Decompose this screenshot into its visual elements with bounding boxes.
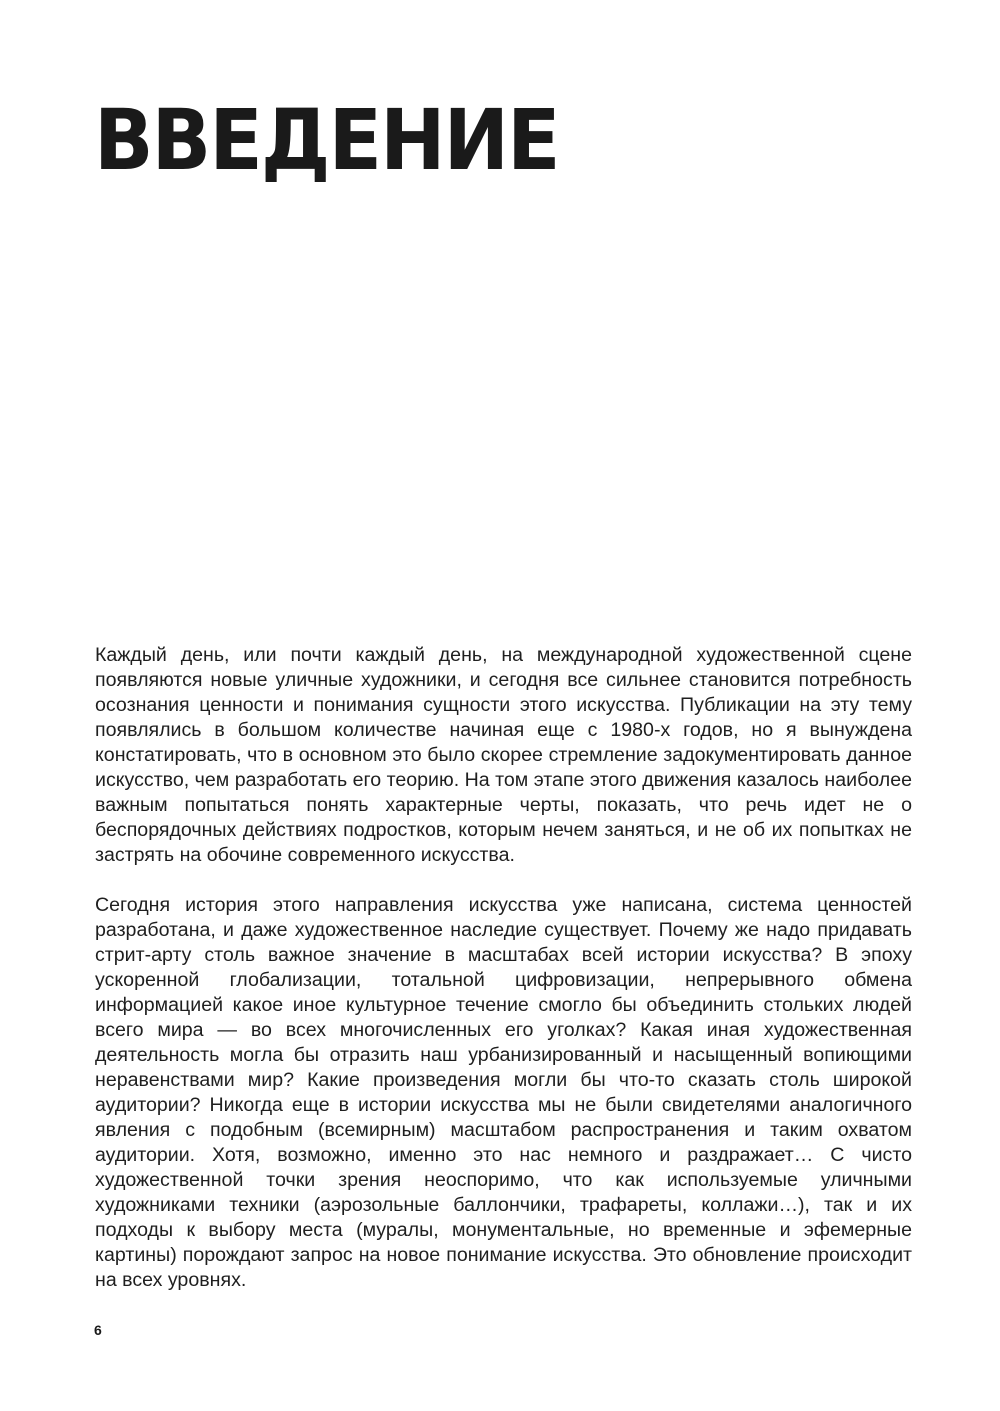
chapter-title: ВВЕДЕНИЕ bbox=[94, 91, 559, 189]
body-text bbox=[95, 643, 912, 1293]
paragraph-1: Каждый день, или почти каждый день, на международной художественной сцене появляются новые уличные художники, и сегодня все сильнее становится потребность осознания ценности и понимания сущности этого искусства. Публикации на эту тему появлялись в большом количестве начиная еще с 1980-х годов, но я вынуждена констатировать, что в основном это было скорее стремление задокументировать данное искусство, чем разработать его теорию. На том этапе этого движения казалось наиболее важным попытаться понять характерные черты, показать, что речь идет не о беспорядочных действиях подростков, которым нечем заняться, и не об их попытках не застрять на обочине современного искусства. bbox=[95, 644, 912, 866]
paragraph-2: Сегодня история этого направления искусства уже написана, система ценностей разработана, и даже художественное наследие существует. Почему же надо придавать стрит-арту столь важное значение в масштабах всей истории искусства? В эпоху ускоренной глобализации, тотальной цифровизации, непрерывного обмена информацией какое иное культурное течение смогло бы объединить стольких людей всего мира — во всех многочисленных его уголках? Какая иная художественная деятельность могла бы отразить наш урбанизированный и насыщенный вопиющими неравенствами мир? Какие произведения могли бы что-то сказать столь широкой аудитории? Никогда еще в истории искусства мы не были свидетелями аналогичного явления с подобным (всемирным) масштабом распространения и таким охватом аудитории. Хотя, возможно, именно это нас немного и раздражает… С чисто художественной точки зрения неоспоримо, что как используемые уличными художниками техники (аэрозольные баллончики, трафареты, коллажи…), так и их подходы к выбору места (муралы, монументальные, но временные и эфемерные картины) порождают запрос на новое понимание искусства. Это обновление происходит на всех уровнях. bbox=[95, 894, 912, 1291]
page-number: 6 bbox=[94, 1322, 102, 1338]
